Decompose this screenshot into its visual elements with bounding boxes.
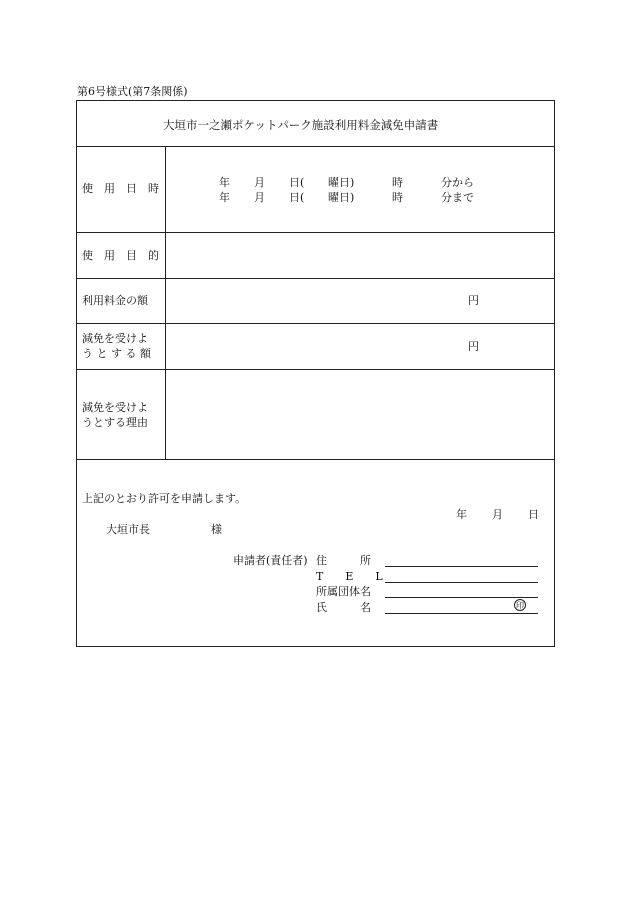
end-hour-field[interactable]: 時 (392, 191, 403, 204)
date-year[interactable]: 年 (456, 508, 467, 521)
applicant-organization-field[interactable] (385, 597, 538, 598)
seal-mark: 印 (516, 601, 524, 610)
applicant-heading: 申請者(責任者) (233, 554, 308, 567)
applicant-name-label: 氏 名 (316, 601, 371, 614)
row-divider (76, 232, 555, 233)
start-day-field[interactable]: 日( (289, 176, 305, 189)
fee-amount-label: 利用料金の額 (82, 294, 148, 307)
row-divider (76, 278, 555, 279)
row-divider (76, 146, 555, 147)
end-minute-field[interactable]: 分まで (441, 191, 474, 204)
row-divider (76, 369, 555, 370)
fee-yen-unit: 円 (468, 294, 479, 307)
addressee-honorific: 様 (211, 523, 222, 536)
exemption-yen-unit: 円 (468, 340, 479, 353)
label-column-divider (165, 146, 166, 459)
exemption-reason-field[interactable] (170, 373, 550, 455)
form-number: 第6号様式(第7条関係) (77, 85, 188, 98)
date-month[interactable]: 月 (492, 508, 503, 521)
purpose-field[interactable] (170, 236, 550, 274)
purpose-label: 使 用 目 的 (82, 249, 159, 262)
exemption-amount-field[interactable] (170, 327, 460, 365)
end-day-field[interactable]: 日( (289, 191, 305, 204)
form-title: 大垣市一之瀬ポケットパーク施設利用料金減免申請書 (163, 118, 439, 132)
start-weekday-field[interactable]: 曜日) (328, 176, 355, 189)
start-minute-field[interactable]: 分から (441, 176, 474, 189)
date-day[interactable]: 日 (528, 508, 539, 521)
applicant-name-field[interactable] (385, 613, 538, 614)
row-divider (76, 323, 555, 324)
applicant-address-field[interactable] (385, 566, 538, 567)
end-weekday-field[interactable]: 曜日) (328, 191, 355, 204)
exemption-reason-label-line1: 減免を受けよ (82, 401, 148, 414)
end-year-field[interactable]: 年 (219, 191, 230, 204)
start-hour-field[interactable]: 時 (392, 176, 403, 189)
exemption-amount-label-line2: う と す る 額 (82, 347, 151, 360)
application-statement: 上記のとおり許可を申請します。 (82, 492, 247, 505)
exemption-reason-label-line2: うとする理由 (82, 416, 148, 429)
end-month-field[interactable]: 月 (254, 191, 265, 204)
start-year-field[interactable]: 年 (219, 176, 230, 189)
fee-amount-field[interactable] (170, 282, 460, 318)
applicant-address-label: 住 所 (316, 554, 371, 567)
row-divider (76, 459, 555, 460)
exemption-amount-label-line1: 減免を受けよ (82, 332, 148, 345)
usage-datetime-label: 使 用 日 時 (82, 182, 159, 195)
addressee-name: 大垣市長 (106, 523, 150, 536)
start-month-field[interactable]: 月 (254, 176, 265, 189)
applicant-organization-label: 所属団体名 (316, 585, 371, 598)
applicant-tel-field[interactable] (385, 582, 538, 583)
applicant-tel-label: T E L (316, 570, 383, 583)
